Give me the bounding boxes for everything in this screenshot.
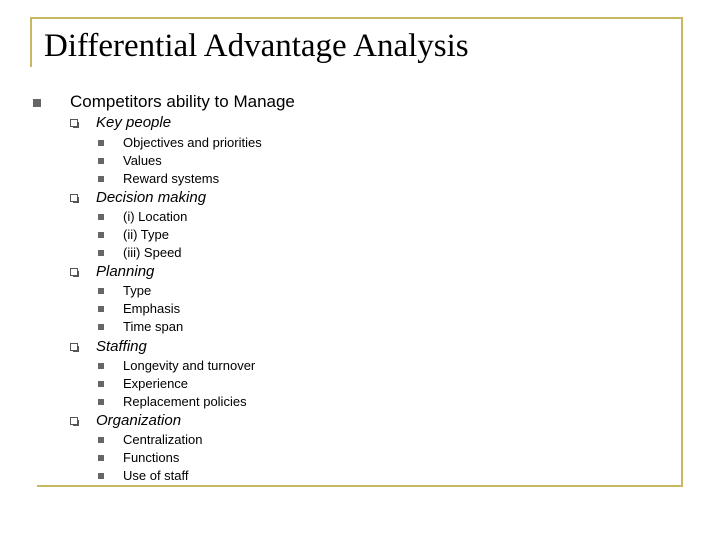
list-item: Centralization: [123, 432, 203, 447]
square-bullet-icon: [98, 455, 104, 461]
list-item: Longevity and turnover: [123, 358, 256, 373]
hollow-square-bullet-icon: [70, 343, 78, 351]
hollow-square-bullet-icon: [70, 417, 78, 425]
square-bullet-icon: [98, 232, 104, 238]
list-item: (i) Location: [123, 209, 188, 224]
section-heading: Organization: [96, 412, 182, 429]
square-bullet-icon: [98, 140, 104, 146]
list-item: Use of staff: [123, 468, 189, 483]
square-bullet-icon: [98, 158, 104, 164]
list-item: (iii) Speed: [123, 245, 182, 260]
hollow-square-bullet-icon: [70, 194, 78, 202]
square-bullet-icon: [33, 99, 41, 107]
list-item: Experience: [123, 376, 189, 391]
list-item: Objectives and priorities: [123, 135, 262, 150]
list-item: Type: [123, 283, 152, 298]
square-bullet-icon: [98, 473, 104, 479]
hollow-square-bullet-icon: [70, 268, 78, 276]
square-bullet-icon: [98, 176, 104, 182]
square-bullet-icon: [98, 214, 104, 220]
frame-top-rule: [30, 17, 683, 19]
square-bullet-icon: [98, 437, 104, 443]
list-item: Reward systems: [123, 171, 220, 186]
square-bullet-icon: [98, 324, 104, 330]
list-item: Values: [123, 153, 162, 168]
square-bullet-icon: [98, 250, 104, 256]
frame-bottom-rule: [37, 485, 683, 487]
list-item: (ii) Type: [123, 227, 169, 242]
section-heading: Staffing: [96, 338, 147, 355]
frame-left-rule: [30, 17, 32, 67]
square-bullet-icon: [98, 381, 104, 387]
frame-right-rule: [681, 17, 683, 487]
hollow-square-bullet-icon: [70, 119, 78, 127]
slide-title: Differential Advantage Analysis: [44, 28, 469, 64]
main-bullet-text: Competitors ability to Manage: [70, 92, 295, 111]
square-bullet-icon: [98, 288, 104, 294]
section-heading: Planning: [96, 263, 155, 280]
section-heading: Key people: [96, 114, 172, 131]
list-item: Emphasis: [123, 301, 181, 316]
square-bullet-icon: [98, 306, 104, 312]
square-bullet-icon: [98, 363, 104, 369]
list-item: Time span: [123, 319, 184, 334]
section-heading: Decision making: [96, 189, 207, 206]
list-item: Replacement policies: [123, 394, 247, 409]
square-bullet-icon: [98, 399, 104, 405]
list-item: Functions: [123, 450, 180, 465]
